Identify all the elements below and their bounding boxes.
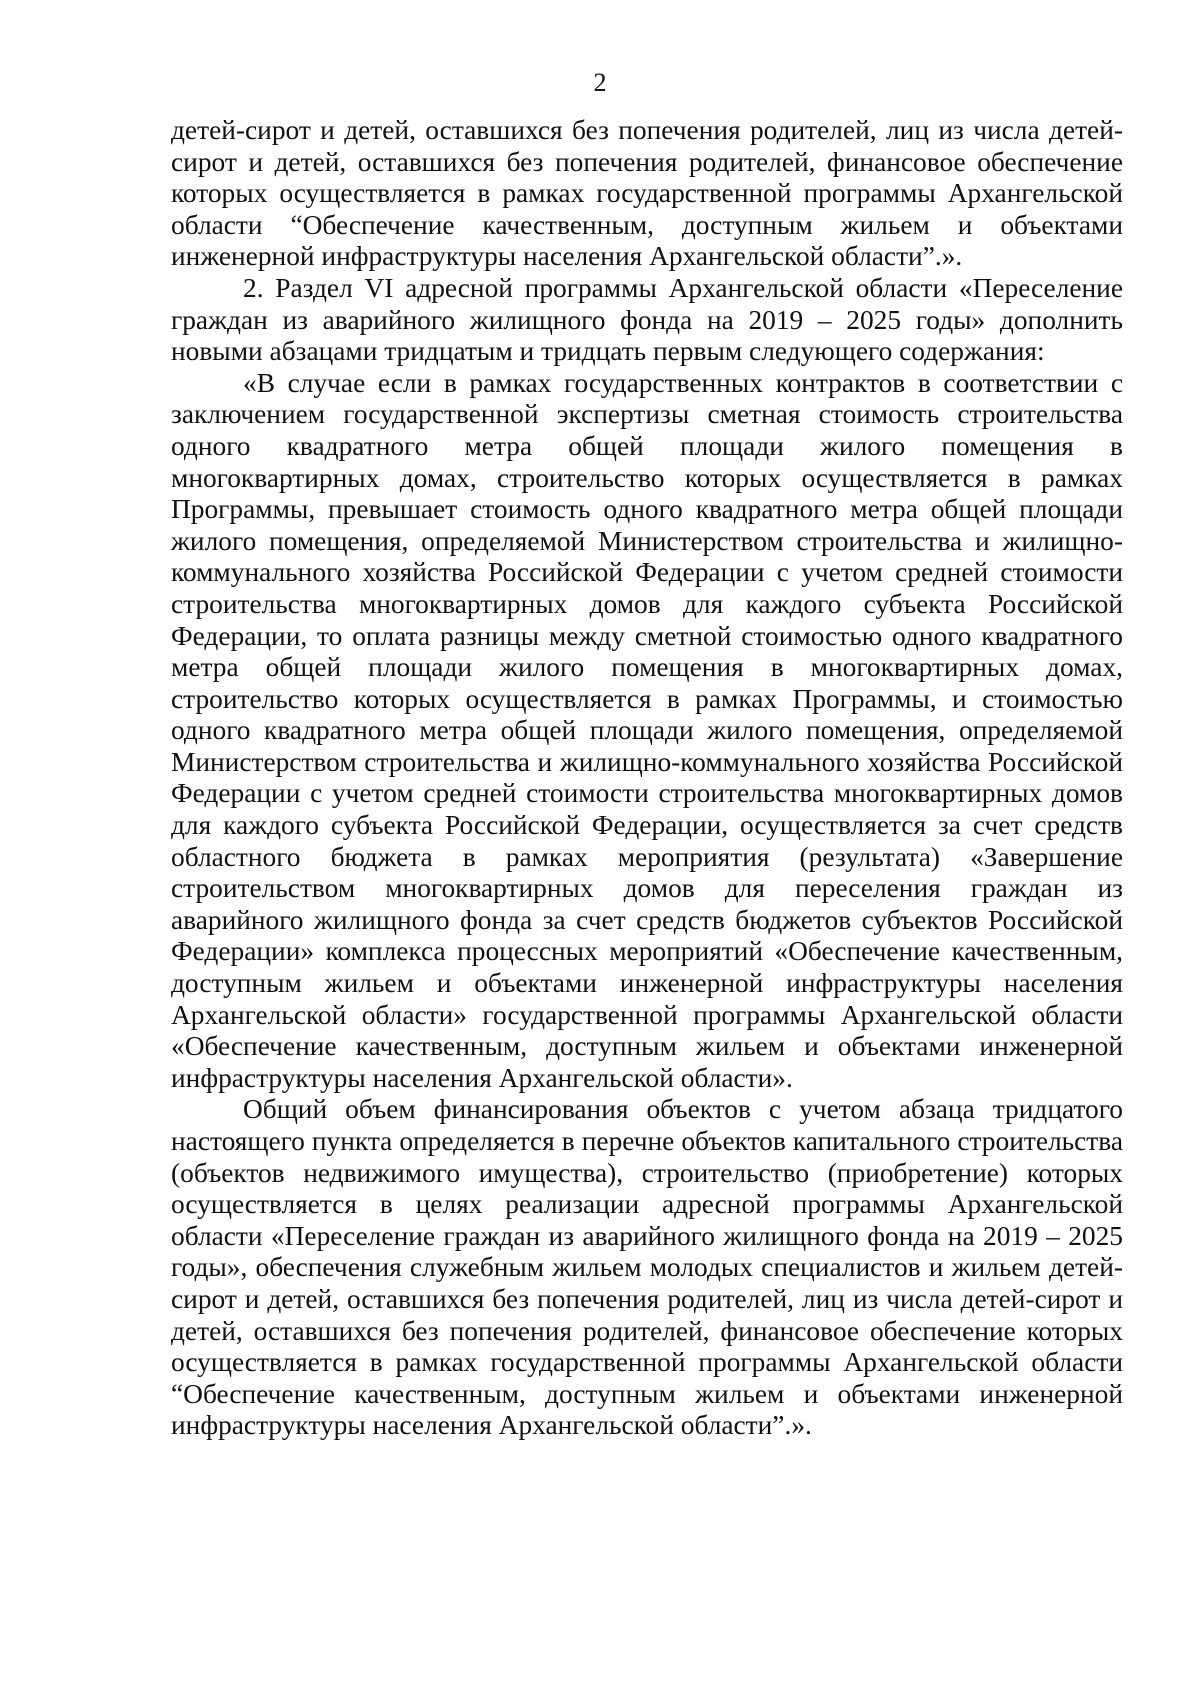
- paragraph-continuation: детей-сирот и детей, оставшихся без попечения родителей, лиц из числа детей-сирот и детей, оставшихся без попечения родителей, финансовое обеспечение которых осуществляется в рамках государственной программы Архангельской области “Обеспечение качественным, доступным жильем и объектами инженерной инфраструктуры населения Архангельской области”.».: [171, 115, 1123, 272]
- paragraph-item-2: 2. Раздел VI адресной программы Архангельской области «Переселение граждан из аварийного жилищного фонда на 2019 – 2025 годы» дополнить новыми абзацами тридцатым и тридцать первым следующего содержания:: [171, 272, 1123, 367]
- document-body: [171, 115, 1123, 1442]
- paragraph-quoted-thirtieth: «В случае если в рамках государственных контрактов в соответствии с заключением государственной экспертизы сметная стоимость строительства одного квадратного метра общей площади жилого помещения в многоквартирных домах, строительство которых осуществляется в рамках Программы, превышает стоимость одного квадратного метра общей площади жилого помещения, определяемой Министерством строительства и жилищно-коммунального хозяйства Российской Федерации с учетом средней стоимости строительства многоквартирных домов для каждого субъекта Российской Федерации, то оплата разницы между сметной стоимостью одного квадратного метра общей площади жилого помещения в многоквартирных домах, строительство которых осуществляется в рамках Программы, и стоимостью одного квадратного метра общей площади жилого помещения, определяемой Министерством строительства и жилищно-коммунального хозяйства Российской Федерации с учетом средней стоимости строительства многоквартирных домов для каждого субъекта Российской Федерации, осуществляется за счет средств областного бюджета в рамках мероприятия (результата) «Завершение строительством многоквартирных домов для переселения граждан из аварийного жилищного фонда за счет средств бюджетов субъектов Российской Федерации» комплекса процессных мероприятий «Обеспечение качественным, доступным жильем и объектами инженерной инфраструктуры населения Архангельской области» государственной программы Архангельской области «Обеспечение качественным, доступным жильем и объектами инженерной инфраструктуры населения Архангельской области».: [171, 367, 1123, 1093]
- paragraph-quoted-thirty-first: Общий объем финансирования объектов с учетом абзаца тридцатого настоящего пункта определяется в перечне объектов капитального строительства (объектов недвижимого имущества), строительство (приобретение) которых осуществляется в целях реализации адресной программы Архангельской области «Переселение граждан из аварийного жилищного фонда на 2019 – 2025 годы», обеспечения служебным жильем молодых специалистов и жильем детей-сирот и детей, оставшихся без попечения родителей, лиц из числа детей-сирот и детей, оставшихся без попечения родителей, финансовое обеспечение которых осуществляется в рамках государственной программы Архангельской области “Обеспечение качественным, доступным жильем и объектами инженерной инфраструктуры населения Архангельской области”.».: [171, 1094, 1123, 1441]
- page-number: 2: [593, 68, 607, 97]
